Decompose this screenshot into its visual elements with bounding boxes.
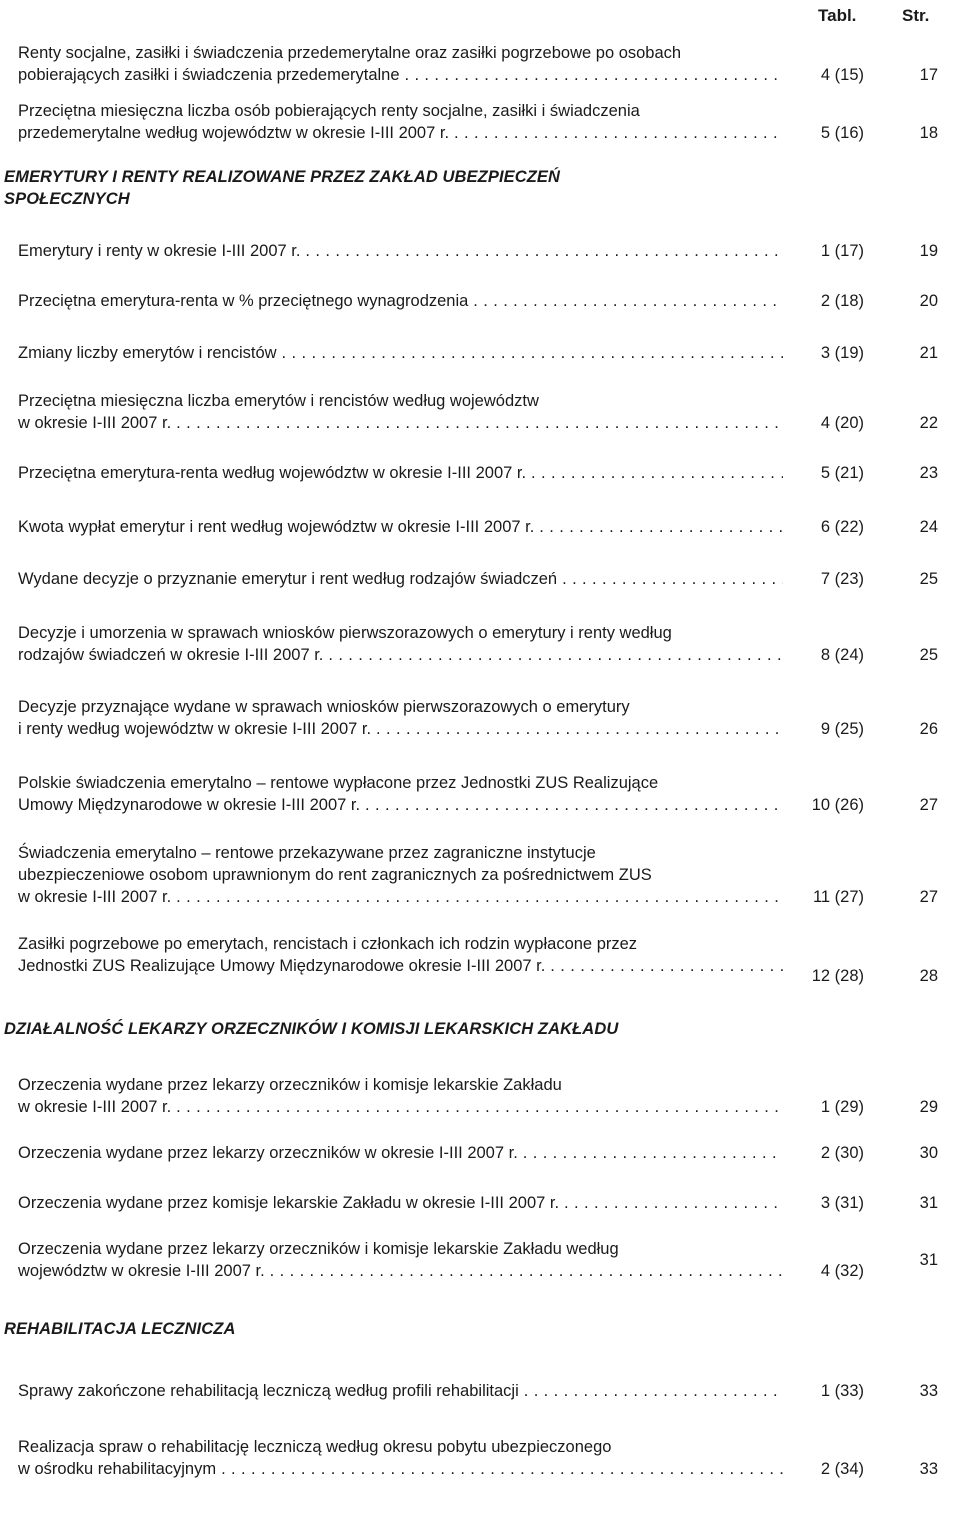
entry-title: Przeciętna miesięczna liczba emerytów i rencistów według województw w okresie I-III 2007 r. . . . [18,390,783,434]
table-number: 7 (23) [820,570,864,588]
table-number: 5 (16) [820,124,864,142]
entry-title: Renty socjalne, zasiłki i świadczenia przedemerytalne oraz zasiłki pogrzebowe po osobach pobierających zasiłki i świadczenia przedemerytalne . . . [18,42,783,86]
column-header-str: Str. [902,6,930,25]
entry-title: Przeciętna emerytura-renta w % przeciętnego wynagrodzenia . . . [18,290,783,312]
page-number: 31 [919,1251,938,1269]
toc-entry[interactable] [18,696,960,740]
toc-entry[interactable] [18,568,960,590]
page-number: 27 [919,796,938,814]
table-number: 3 (19) [820,344,864,362]
entry-title: Decyzje i umorzenia w sprawach wniosków pierwszorazowych o emerytury i renty według rodzajów świadczeń w okresie I-III 2007 r. . . . [18,622,783,666]
toc-entry[interactable] [18,390,960,434]
toc-entry[interactable] [18,516,960,538]
toc-entry[interactable] [18,772,960,816]
toc-entry[interactable] [18,1436,960,1480]
toc-entry[interactable] [18,100,960,144]
table-number: 4 (20) [820,414,864,432]
table-number: 2 (30) [820,1144,864,1162]
table-number: 5 (21) [820,464,864,482]
table-number: 8 (24) [820,646,864,664]
toc-entry[interactable] [18,842,960,908]
table-number: 10 (26) [811,796,864,814]
table-number: 3 (31) [820,1194,864,1212]
section-heading-lekarze: DZIAŁALNOŚĆ LEKARZY ORZECZNIKÓW I KOMISJI LEKARSKICH ZAKŁADU [4,1020,619,1038]
page-number: 17 [919,66,938,84]
entry-title: Decyzje przyznające wydane w sprawach wniosków pierwszorazowych o emerytury i renty według województw w okresie I-III 2007 r. . . . [18,696,783,740]
table-number: 6 (22) [820,518,864,536]
entry-title: Wydane decyzje o przyznanie emerytur i rent według rodzajów świadczeń . . . [18,568,783,590]
entry-title: Zasiłki pogrzebowe po emerytach, rencistach i członkach ich rodzin wypłacone przez Jednostki ZUS Realizujące Umowy Międzynarodowe okresie I-III 2007 r. . . . [18,933,783,977]
page-number: 26 [919,720,938,738]
toc-entry[interactable] [18,290,960,312]
toc-entry[interactable] [18,1074,960,1118]
page-number: 33 [919,1382,938,1400]
toc-entry[interactable] [18,240,960,262]
page-number: 25 [919,646,938,664]
table-number: 4 (32) [820,1262,864,1280]
table-number: 1 (29) [820,1098,864,1116]
page-number: 18 [919,124,938,142]
page-number: 24 [919,518,938,536]
page-number: 30 [919,1144,938,1162]
entry-title: Przeciętna emerytura-renta według województw w okresie I-III 2007 r. . . . [18,462,783,484]
table-number: 11 (27) [812,888,864,906]
table-number: 12 (28) [811,967,864,985]
table-number: 1 (17) [820,242,864,260]
toc-entry[interactable] [18,42,960,86]
entry-title: Orzeczenia wydane przez komisje lekarskie Zakładu w okresie I-III 2007 r. . . . [18,1192,783,1214]
toc-entry[interactable] [18,1192,960,1214]
section-heading-rehabilitacja: REHABILITACJA LECZNICZA [4,1320,236,1338]
entry-title: Realizacja spraw o rehabilitację leczniczą według okresu pobytu ubezpieczonego w ośrodku rehabilitacyjnym . . . [18,1436,783,1480]
page-number: 31 [919,1194,938,1212]
page-number: 21 [919,344,938,362]
entry-title: Orzeczenia wydane przez lekarzy orzeczników w okresie I-III 2007 r. . . . [18,1142,783,1164]
entry-title: Zmiany liczby emerytów i rencistów . . . [18,342,783,364]
entry-title: Świadczenia emerytalno – rentowe przekazywane przez zagraniczne instytucje ubezpieczeniowe osobom uprawnionym do rent zagranicznych za pośrednictwem ZUS w okresie I-III 2007 r. . . . [18,842,783,908]
toc-entry[interactable] [18,342,960,364]
page-number: 25 [919,570,938,588]
toc-entry[interactable] [18,1238,960,1282]
entry-title: Kwota wypłat emerytur i rent według województw w okresie I-III 2007 r. . . . [18,516,783,538]
page-number: 33 [919,1460,938,1478]
column-header-tabl: Tabl. [818,6,857,25]
toc-entry[interactable] [18,1380,960,1402]
table-number: 1 (33) [820,1382,864,1400]
toc-entry[interactable] [18,1142,960,1164]
table-number: 9 (25) [820,720,864,738]
page-number: 29 [919,1098,938,1116]
entry-title: Przeciętna miesięczna liczba osób pobierających renty socjalne, zasiłki i świadczenia przedemerytalne według województw w okresie I-III 2007 r. . . . [18,100,783,144]
toc-entry[interactable] [18,622,960,666]
entry-title: Emerytury i renty w okresie I-III 2007 r. . . . [18,240,783,262]
toc-entry[interactable] [18,933,960,985]
entry-title: Polskie świadczenia emerytalno – rentowe wypłacone przez Jednostki ZUS Realizujące Umowy Międzynarodowe w okresie I-III 2007 r. . . . [18,772,783,816]
table-number: 4 (15) [820,66,864,84]
page-number: 19 [919,242,938,260]
entry-title: Orzeczenia wydane przez lekarzy orzeczników i komisje lekarskie Zakładu w okresie I-III 2007 r. . . . [18,1074,783,1118]
entry-title: Orzeczenia wydane przez lekarzy orzeczników i komisje lekarskie Zakładu według województw w okresie I-III 2007 r. . . . [18,1238,783,1282]
page-number: 20 [919,292,938,310]
table-number: 2 (18) [820,292,864,310]
toc-entry[interactable] [18,462,960,484]
page-number: 22 [919,414,938,432]
section-heading-emerytury: EMERYTURY I RENTY REALIZOWANE PRZEZ ZAKŁAD UBEZPIECZEŃ SPOŁECZNYCH [4,168,561,208]
entry-title: Sprawy zakończone rehabilitacją leczniczą według profili rehabilitacji . . . [18,1380,783,1402]
page-number: 28 [919,967,938,985]
table-number: 2 (34) [820,1460,864,1478]
page-number: 23 [919,464,938,482]
page-number: 27 [919,888,938,906]
